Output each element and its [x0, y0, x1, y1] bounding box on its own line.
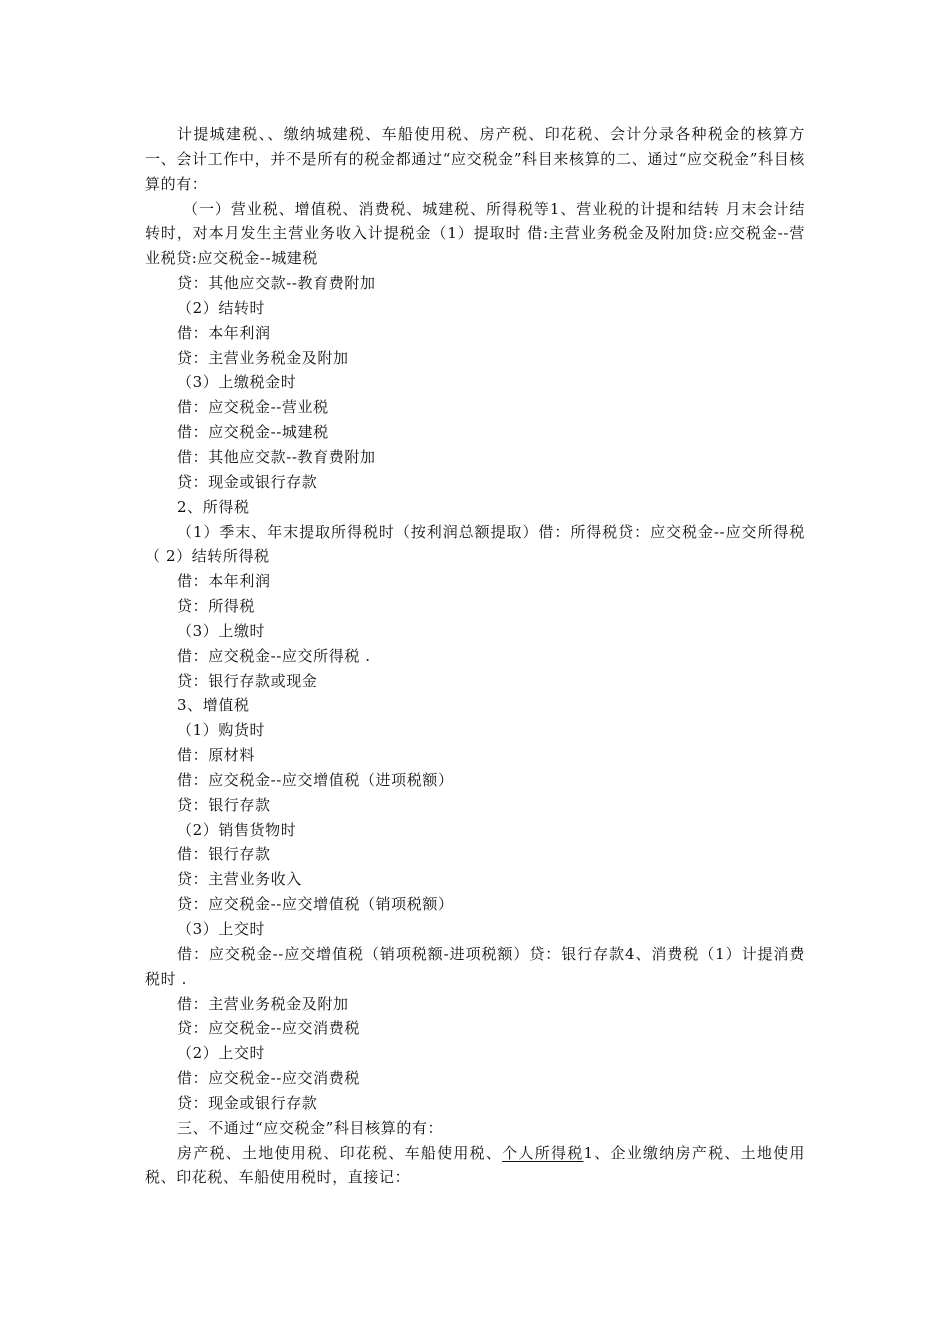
paragraph: （2）上交时 [177, 1044, 266, 1063]
paragraph: 借：主营业务税金及附加 [177, 994, 349, 1013]
paragraph: （2）销售货物时 [177, 820, 297, 839]
paragraph: 借：应交税金--营业税 [177, 398, 329, 417]
paragraph: 借：原材料 [177, 746, 256, 765]
paragraph: 贷：应交税金--应交消费税 [177, 1019, 360, 1038]
paragraph: 借：应交税金--应交消费税 [177, 1069, 360, 1088]
paragraph: 贷：现金或银行存款 [177, 1093, 318, 1112]
last-paragraph [145, 1141, 805, 1191]
last-paragraph-before: 房产税、土地使用税、印花税、车船使用税、 [177, 1143, 503, 1162]
document-body [145, 122, 805, 1190]
paragraph: 贷：银行存款或现金 [177, 671, 318, 690]
paragraph: 借：银行存款 [177, 845, 271, 864]
paragraph: 3、增值税 [177, 696, 250, 715]
paragraph: （1）购货时 [177, 721, 266, 740]
paragraph: 借：本年利润 [177, 323, 271, 342]
paragraph: （3）上缴时 [177, 621, 266, 640]
paragraph: 贷：主营业务收入 [177, 870, 302, 889]
paragraph: （2）结转时 [177, 298, 266, 317]
paragraph: 贷：银行存款 [177, 795, 271, 814]
paragraph: 2、所得税 [177, 497, 250, 516]
paragraph: 贷：现金或银行存款 [177, 472, 318, 491]
paragraph: 贷：应交税金--应交增值税（销项税额） [177, 895, 454, 914]
paragraph: 计提城建税、、缴纳城建税、车船使用税、房产税、印花税、会计分录各种税金的核算方一、会计工作中，并不是所有的税金都通过“应交税金”科目来核算的二、通过“应交税金”科目核算的有： [145, 125, 805, 193]
paragraph: 借：应交税金--应交增值税（销项税额-进项税额）贷：银行存款4、消费税（1）计提消费税时 . [145, 944, 805, 988]
paragraph: （1）季末、年末提取所得税时（按利润总额提取）借：所得税贷：应交税金--应交所得税（ 2）结转所得税 [145, 522, 805, 566]
paragraph: 借：应交税金--城建税 [177, 423, 329, 442]
paragraph: （一）营业税、增值税、消费税、城建税、所得税等1、营业税的计提和结转 月末会计结转时，对本月发生主营业务收入计提税金（1）提取时 借:主营业务税金及附加贷:应交税金--营业税贷:应交税金--城建税 [145, 199, 805, 268]
paragraph: 借：应交税金--应交所得税 . [177, 646, 371, 665]
paragraph: 借：其他应交款--教育费附加 [177, 447, 376, 466]
underlined-link-text[interactable]: 个人所得税 [502, 1143, 584, 1162]
paragraph: 贷：其他应交款--教育费附加 [177, 274, 376, 293]
paragraph: 借：本年利润 [177, 572, 271, 591]
paragraph: 三、不通过“应交税金”科目核算的有： [177, 1118, 444, 1137]
paragraph: （3）上交时 [177, 920, 266, 938]
last-paragraph-after: 1、企业缴纳房产税、土地使用税、印花税、车船使用税时，直接记： [145, 1143, 805, 1187]
paragraph: 贷：所得税 [177, 597, 256, 616]
paragraph: 借：应交税金--应交增值税（进项税额） [177, 770, 454, 789]
paragraph: （3）上缴税金时 [177, 373, 297, 392]
paragraph: 贷：主营业务税金及附加 [177, 348, 349, 367]
